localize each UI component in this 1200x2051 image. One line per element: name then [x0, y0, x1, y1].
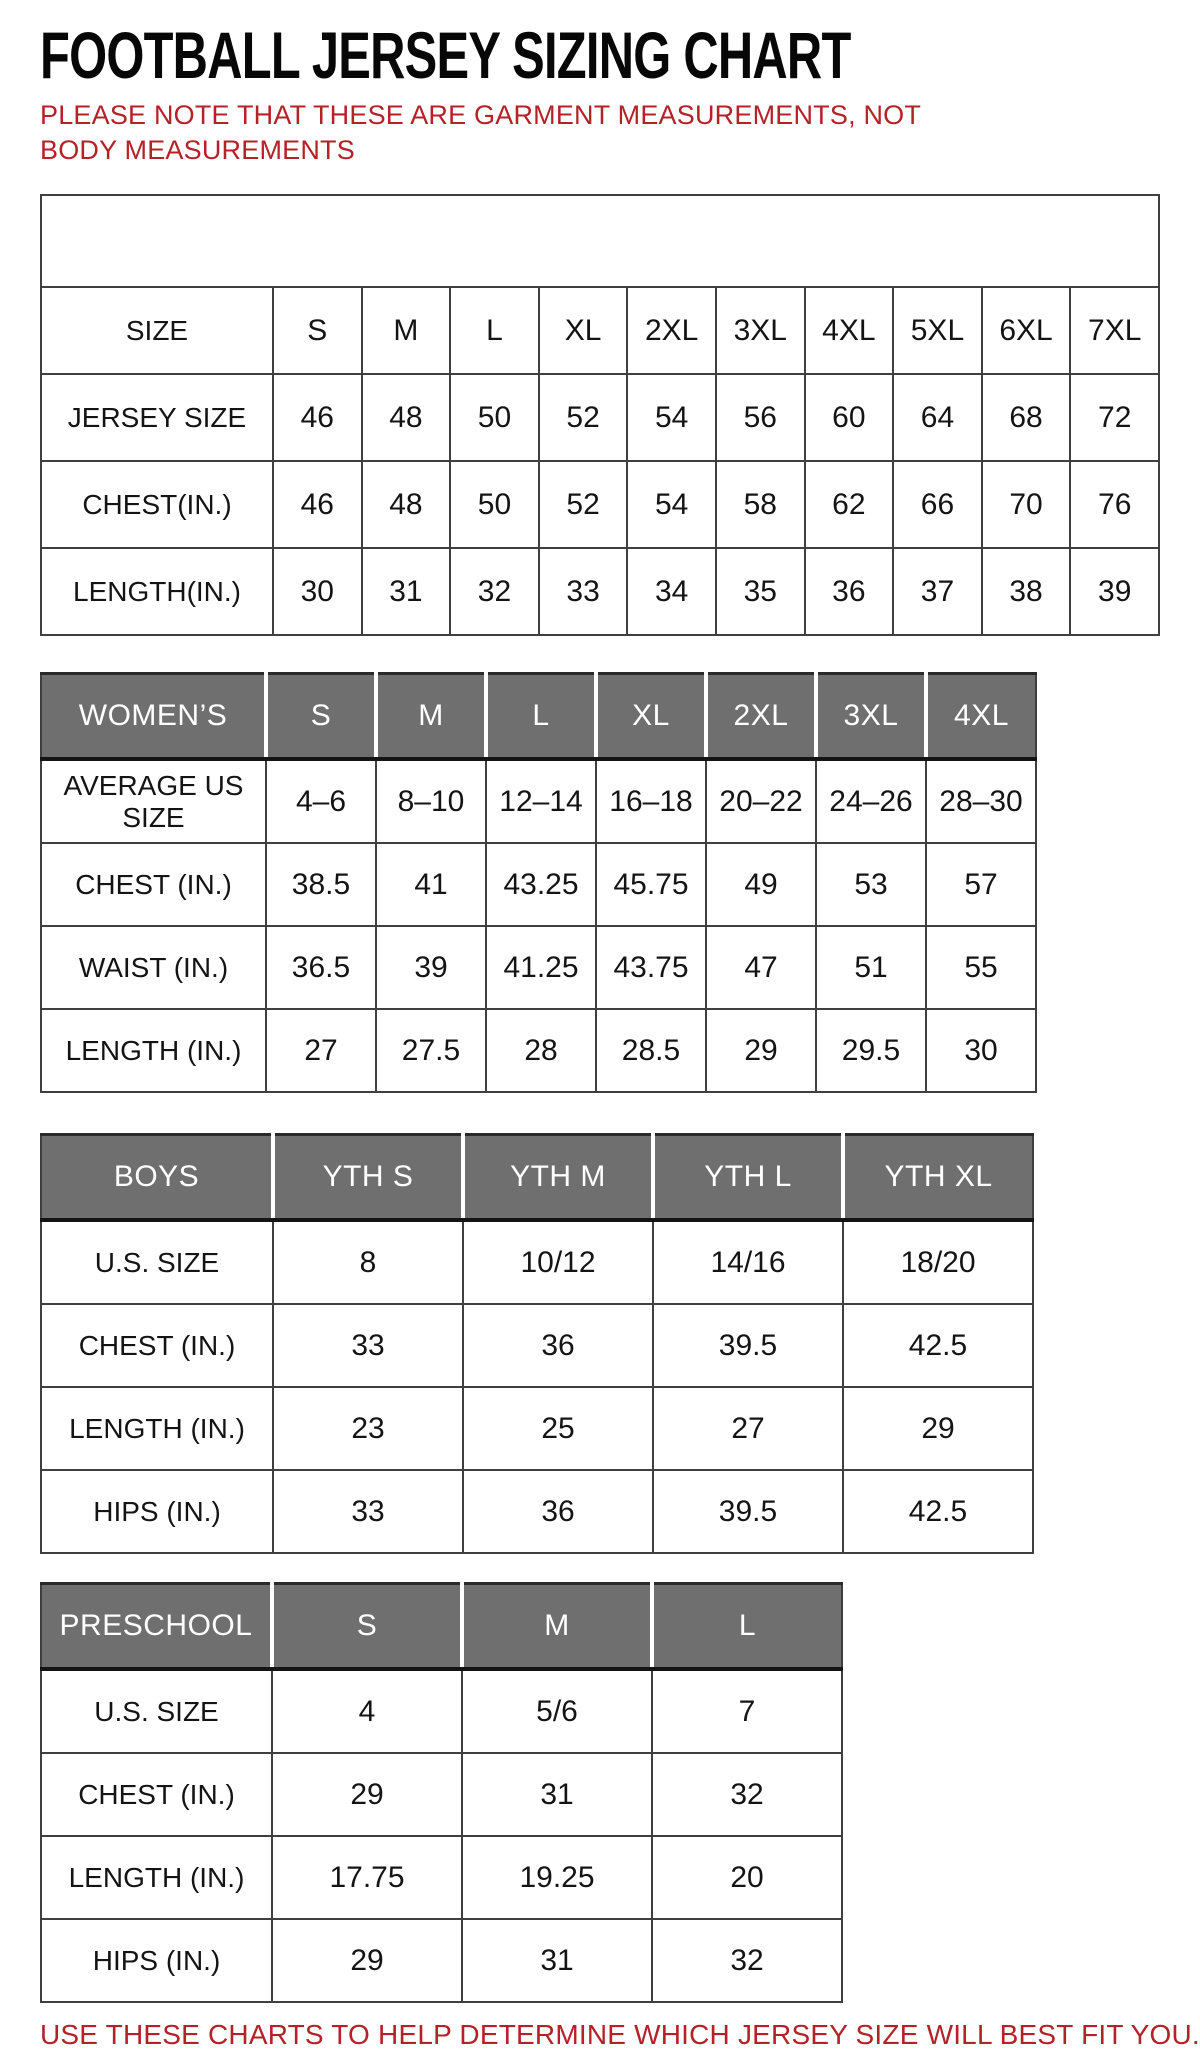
- size-value: 39.5: [653, 1304, 843, 1387]
- size-value: 6XL: [982, 287, 1071, 374]
- size-value: 10/12: [463, 1220, 653, 1304]
- size-value: 52: [539, 374, 628, 461]
- row-label: SIZE: [41, 287, 273, 374]
- size-value: 48: [362, 374, 451, 461]
- size-value: 31: [462, 1753, 652, 1836]
- size-value: 18/20: [843, 1220, 1033, 1304]
- size-value: S: [273, 287, 362, 374]
- row-label: HIPS (IN.): [41, 1919, 272, 2002]
- row-label: LENGTH (IN.): [41, 1009, 266, 1092]
- size-value: 24–26: [816, 759, 926, 843]
- column-header: YTH S: [273, 1135, 463, 1221]
- size-value: 36.5: [266, 926, 376, 1009]
- table-row: [41, 759, 1036, 843]
- mens-table: [40, 194, 1160, 636]
- womens-header-row: [41, 674, 1036, 760]
- size-value: 54: [627, 374, 716, 461]
- size-value: 35: [716, 548, 805, 635]
- table-row: [41, 1470, 1033, 1553]
- mens-banner-row: [41, 195, 1159, 287]
- size-value: 39: [376, 926, 486, 1009]
- size-value: 19.25: [462, 1836, 652, 1919]
- column-header: L: [652, 1584, 842, 1670]
- size-value: 36: [805, 548, 894, 635]
- size-value: 39: [1070, 548, 1159, 635]
- row-label: JERSEY SIZE: [41, 374, 273, 461]
- size-value: 45.75: [596, 843, 706, 926]
- pre-header-label: PRESCHOOL: [41, 1584, 272, 1670]
- table-row: [41, 287, 1159, 374]
- size-value: 37: [893, 548, 982, 635]
- table-row: [41, 843, 1036, 926]
- size-value: 41.25: [486, 926, 596, 1009]
- size-value: 36: [463, 1304, 653, 1387]
- size-value: 60: [805, 374, 894, 461]
- size-value: 56: [716, 374, 805, 461]
- size-value: 16–18: [596, 759, 706, 843]
- size-value: 29: [272, 1919, 462, 2002]
- size-value: 27.5: [376, 1009, 486, 1092]
- size-value: L: [450, 287, 539, 374]
- column-header: 2XL: [706, 674, 816, 760]
- table-row: [41, 1753, 842, 1836]
- size-value: 47: [706, 926, 816, 1009]
- womens-table: [40, 672, 1037, 1093]
- size-value: 49: [706, 843, 816, 926]
- row-label: CHEST (IN.): [41, 1753, 272, 1836]
- size-value: 32: [652, 1753, 842, 1836]
- table-row: [41, 461, 1159, 548]
- size-value: 46: [273, 374, 362, 461]
- size-value: 20–22: [706, 759, 816, 843]
- row-label: CHEST(IN.): [41, 461, 273, 548]
- row-label: LENGTH (IN.): [41, 1836, 272, 1919]
- size-value: 46: [273, 461, 362, 548]
- size-value: 28.5: [596, 1009, 706, 1092]
- size-value: 14/16: [653, 1220, 843, 1304]
- size-value: 38.5: [266, 843, 376, 926]
- table-row: [41, 1220, 1033, 1304]
- size-value: 54: [627, 461, 716, 548]
- column-header: M: [462, 1584, 652, 1670]
- size-value: 8: [273, 1220, 463, 1304]
- size-value: 62: [805, 461, 894, 548]
- size-value: 25: [463, 1387, 653, 1470]
- size-value: 41: [376, 843, 486, 926]
- size-value: 4: [272, 1669, 462, 1753]
- size-value: 32: [450, 548, 539, 635]
- row-label: HIPS (IN.): [41, 1470, 273, 1553]
- size-value: 29: [272, 1753, 462, 1836]
- size-value: 7XL: [1070, 287, 1159, 374]
- size-value: 4–6: [266, 759, 376, 843]
- size-value: 23: [273, 1387, 463, 1470]
- size-value: 42.5: [843, 1470, 1033, 1553]
- size-value: 3XL: [716, 287, 805, 374]
- row-label: AVERAGE US SIZE: [41, 759, 266, 843]
- size-value: 27: [653, 1387, 843, 1470]
- size-value: 50: [450, 461, 539, 548]
- size-value: 7: [652, 1669, 842, 1753]
- garment-measurement-note: PLEASE NOTE THAT THESE ARE GARMENT MEASUREMENTS, NOT BODY MEASUREMENTS: [40, 100, 921, 166]
- size-value: 50: [450, 374, 539, 461]
- pre-header-row: [41, 1584, 842, 1670]
- size-value: 30: [926, 1009, 1036, 1092]
- table-row: [41, 926, 1036, 1009]
- size-value: 31: [362, 548, 451, 635]
- boys-table: [40, 1133, 1034, 1554]
- size-value: M: [362, 287, 451, 374]
- size-value: 57: [926, 843, 1036, 926]
- size-value: 66: [893, 461, 982, 548]
- size-value: 33: [273, 1470, 463, 1553]
- row-label: CHEST (IN.): [41, 843, 266, 926]
- size-value: 32: [652, 1919, 842, 2002]
- size-value: 12–14: [486, 759, 596, 843]
- boys-header-label: BOYS: [41, 1135, 273, 1221]
- column-header: YTH XL: [843, 1135, 1033, 1221]
- size-value: 58: [716, 461, 805, 548]
- mens-banner: MEN’S AUTHENTIC JERSEYS: [41, 195, 1159, 287]
- mens-table-container: [40, 194, 1160, 636]
- row-label: CHEST (IN.): [41, 1304, 273, 1387]
- womens-header-label: WOMEN’S: [41, 674, 266, 760]
- size-value: 70: [982, 461, 1071, 548]
- column-header: XL: [596, 674, 706, 760]
- size-value: 17.75: [272, 1836, 462, 1919]
- size-value: 5XL: [893, 287, 982, 374]
- size-value: 39.5: [653, 1470, 843, 1553]
- column-header: S: [272, 1584, 462, 1670]
- page-title: FOOTBALL JERSEY SIZING CHART: [40, 18, 851, 92]
- size-value: 64: [893, 374, 982, 461]
- column-header: L: [486, 674, 596, 760]
- size-value: 2XL: [627, 287, 716, 374]
- size-value: 51: [816, 926, 926, 1009]
- size-value: 33: [539, 548, 628, 635]
- size-value: 52: [539, 461, 628, 548]
- column-header: S: [266, 674, 376, 760]
- preschool-table-container: [40, 1582, 1160, 2003]
- size-value: 34: [627, 548, 716, 635]
- size-value: 29: [843, 1387, 1033, 1470]
- size-value: 68: [982, 374, 1071, 461]
- size-value: 4XL: [805, 287, 894, 374]
- size-value: 48: [362, 461, 451, 548]
- boys-header-row: [41, 1135, 1033, 1221]
- table-row: [41, 1387, 1033, 1470]
- size-value: 30: [273, 548, 362, 635]
- size-value: 55: [926, 926, 1036, 1009]
- row-label: U.S. SIZE: [41, 1220, 273, 1304]
- size-value: 8–10: [376, 759, 486, 843]
- size-value: 42.5: [843, 1304, 1033, 1387]
- size-value: 33: [273, 1304, 463, 1387]
- size-value: 29: [706, 1009, 816, 1092]
- size-value: XL: [539, 287, 628, 374]
- size-value: 28–30: [926, 759, 1036, 843]
- column-header: YTH L: [653, 1135, 843, 1221]
- size-value: 76: [1070, 461, 1159, 548]
- row-label: WAIST (IN.): [41, 926, 266, 1009]
- size-value: 53: [816, 843, 926, 926]
- row-label: LENGTH (IN.): [41, 1387, 273, 1470]
- size-value: 38: [982, 548, 1071, 635]
- column-header: 4XL: [926, 674, 1036, 760]
- table-row: [41, 1836, 842, 1919]
- boys-table-container: [40, 1133, 1160, 1554]
- size-value: 43.25: [486, 843, 596, 926]
- table-row: [41, 1919, 842, 2002]
- column-header: YTH M: [463, 1135, 653, 1221]
- pre-table: [40, 1582, 843, 2003]
- row-label: LENGTH(IN.): [41, 548, 273, 635]
- size-value: 27: [266, 1009, 376, 1092]
- column-header: M: [376, 674, 486, 760]
- footer-note: USE THESE CHARTS TO HELP DETERMINE WHICH JERSEY SIZE WILL BEST FIT YOU.: [40, 2019, 1200, 2051]
- table-row: [41, 374, 1159, 461]
- size-value: 31: [462, 1919, 652, 2002]
- size-value: 36: [463, 1470, 653, 1553]
- table-row: [41, 1009, 1036, 1092]
- row-label: U.S. SIZE: [41, 1669, 272, 1753]
- table-row: [41, 1669, 842, 1753]
- size-value: 72: [1070, 374, 1159, 461]
- column-header: 3XL: [816, 674, 926, 760]
- table-row: [41, 548, 1159, 635]
- size-value: 43.75: [596, 926, 706, 1009]
- size-value: 20: [652, 1836, 842, 1919]
- table-row: [41, 1304, 1033, 1387]
- size-value: 5/6: [462, 1669, 652, 1753]
- size-value: 29.5: [816, 1009, 926, 1092]
- womens-table-container: [40, 672, 1160, 1093]
- size-value: 28: [486, 1009, 596, 1092]
